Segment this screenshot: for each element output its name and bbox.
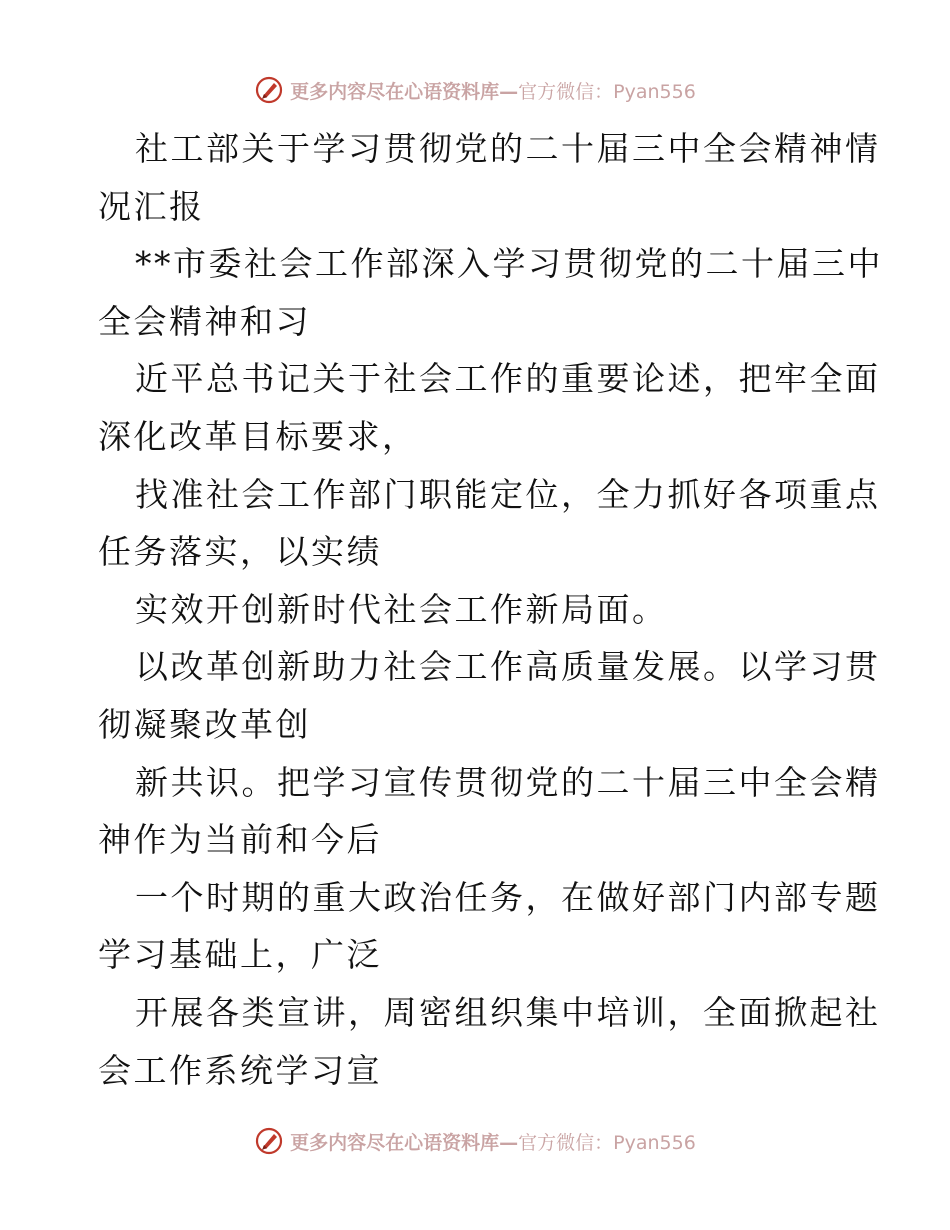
paragraph-line: 开展各类宣讲，周密组织集中培训，全面掀起社 bbox=[135, 992, 881, 1032]
watermark-wechat-text: 官方微信：Pyan556 bbox=[518, 1131, 696, 1154]
paragraph-line: 全会精神和习 bbox=[98, 301, 311, 341]
title-line-2: 况汇报 bbox=[98, 186, 205, 226]
watermark-site-text: 更多内容尽在心语资料库 bbox=[290, 1131, 500, 1154]
paragraph-line: 彻凝聚改革创 bbox=[98, 704, 311, 744]
paragraph-line: 找准社会工作部门职能定位，全力抓好各项重点 bbox=[135, 474, 881, 514]
watermark-separator: — bbox=[499, 1131, 519, 1154]
title-line-1: 社工部关于学习贯彻党的二十届三中全会精神情 bbox=[135, 129, 881, 168]
watermark-text bbox=[290, 1128, 696, 1155]
paragraph-line: 神作为当前和今后 bbox=[98, 820, 382, 860]
paragraph-line: 实效开创新时代社会工作新局面。 bbox=[135, 589, 668, 629]
quill-ink-logo-icon bbox=[254, 75, 284, 105]
watermark-banner-top bbox=[0, 70, 950, 110]
paragraph-line: 任务落实，以实绩 bbox=[98, 532, 382, 572]
watermark-site-text: 更多内容尽在心语资料库 bbox=[290, 80, 500, 103]
paragraph-line: 以改革创新助力社会工作高质量发展。以学习贯 bbox=[135, 647, 881, 687]
paragraph-line: 近平总书记关于社会工作的重要论述，把牢全面 bbox=[135, 359, 881, 399]
paragraph-line: 深化改革目标要求， bbox=[98, 416, 418, 456]
paragraph-line: 会工作系统学习宣 bbox=[98, 1050, 382, 1090]
watermark-wechat-text: 官方微信：Pyan556 bbox=[518, 80, 696, 103]
paragraph-line: 一个时期的重大政治任务，在做好部门内部专题 bbox=[135, 877, 881, 917]
watermark-separator: — bbox=[499, 80, 519, 103]
paragraph-line: 新共识。把学习宣传贯彻党的二十届三中全会精 bbox=[135, 762, 881, 802]
document-body bbox=[98, 120, 883, 1099]
quill-ink-logo-icon bbox=[254, 1126, 284, 1156]
watermark-text bbox=[290, 77, 696, 104]
paragraph-line: **市委社会工作部深入学习贯彻党的二十届三中 bbox=[135, 244, 883, 284]
paragraph-line: 学习基础上，广泛 bbox=[98, 935, 382, 975]
watermark-banner-bottom bbox=[0, 1121, 950, 1161]
